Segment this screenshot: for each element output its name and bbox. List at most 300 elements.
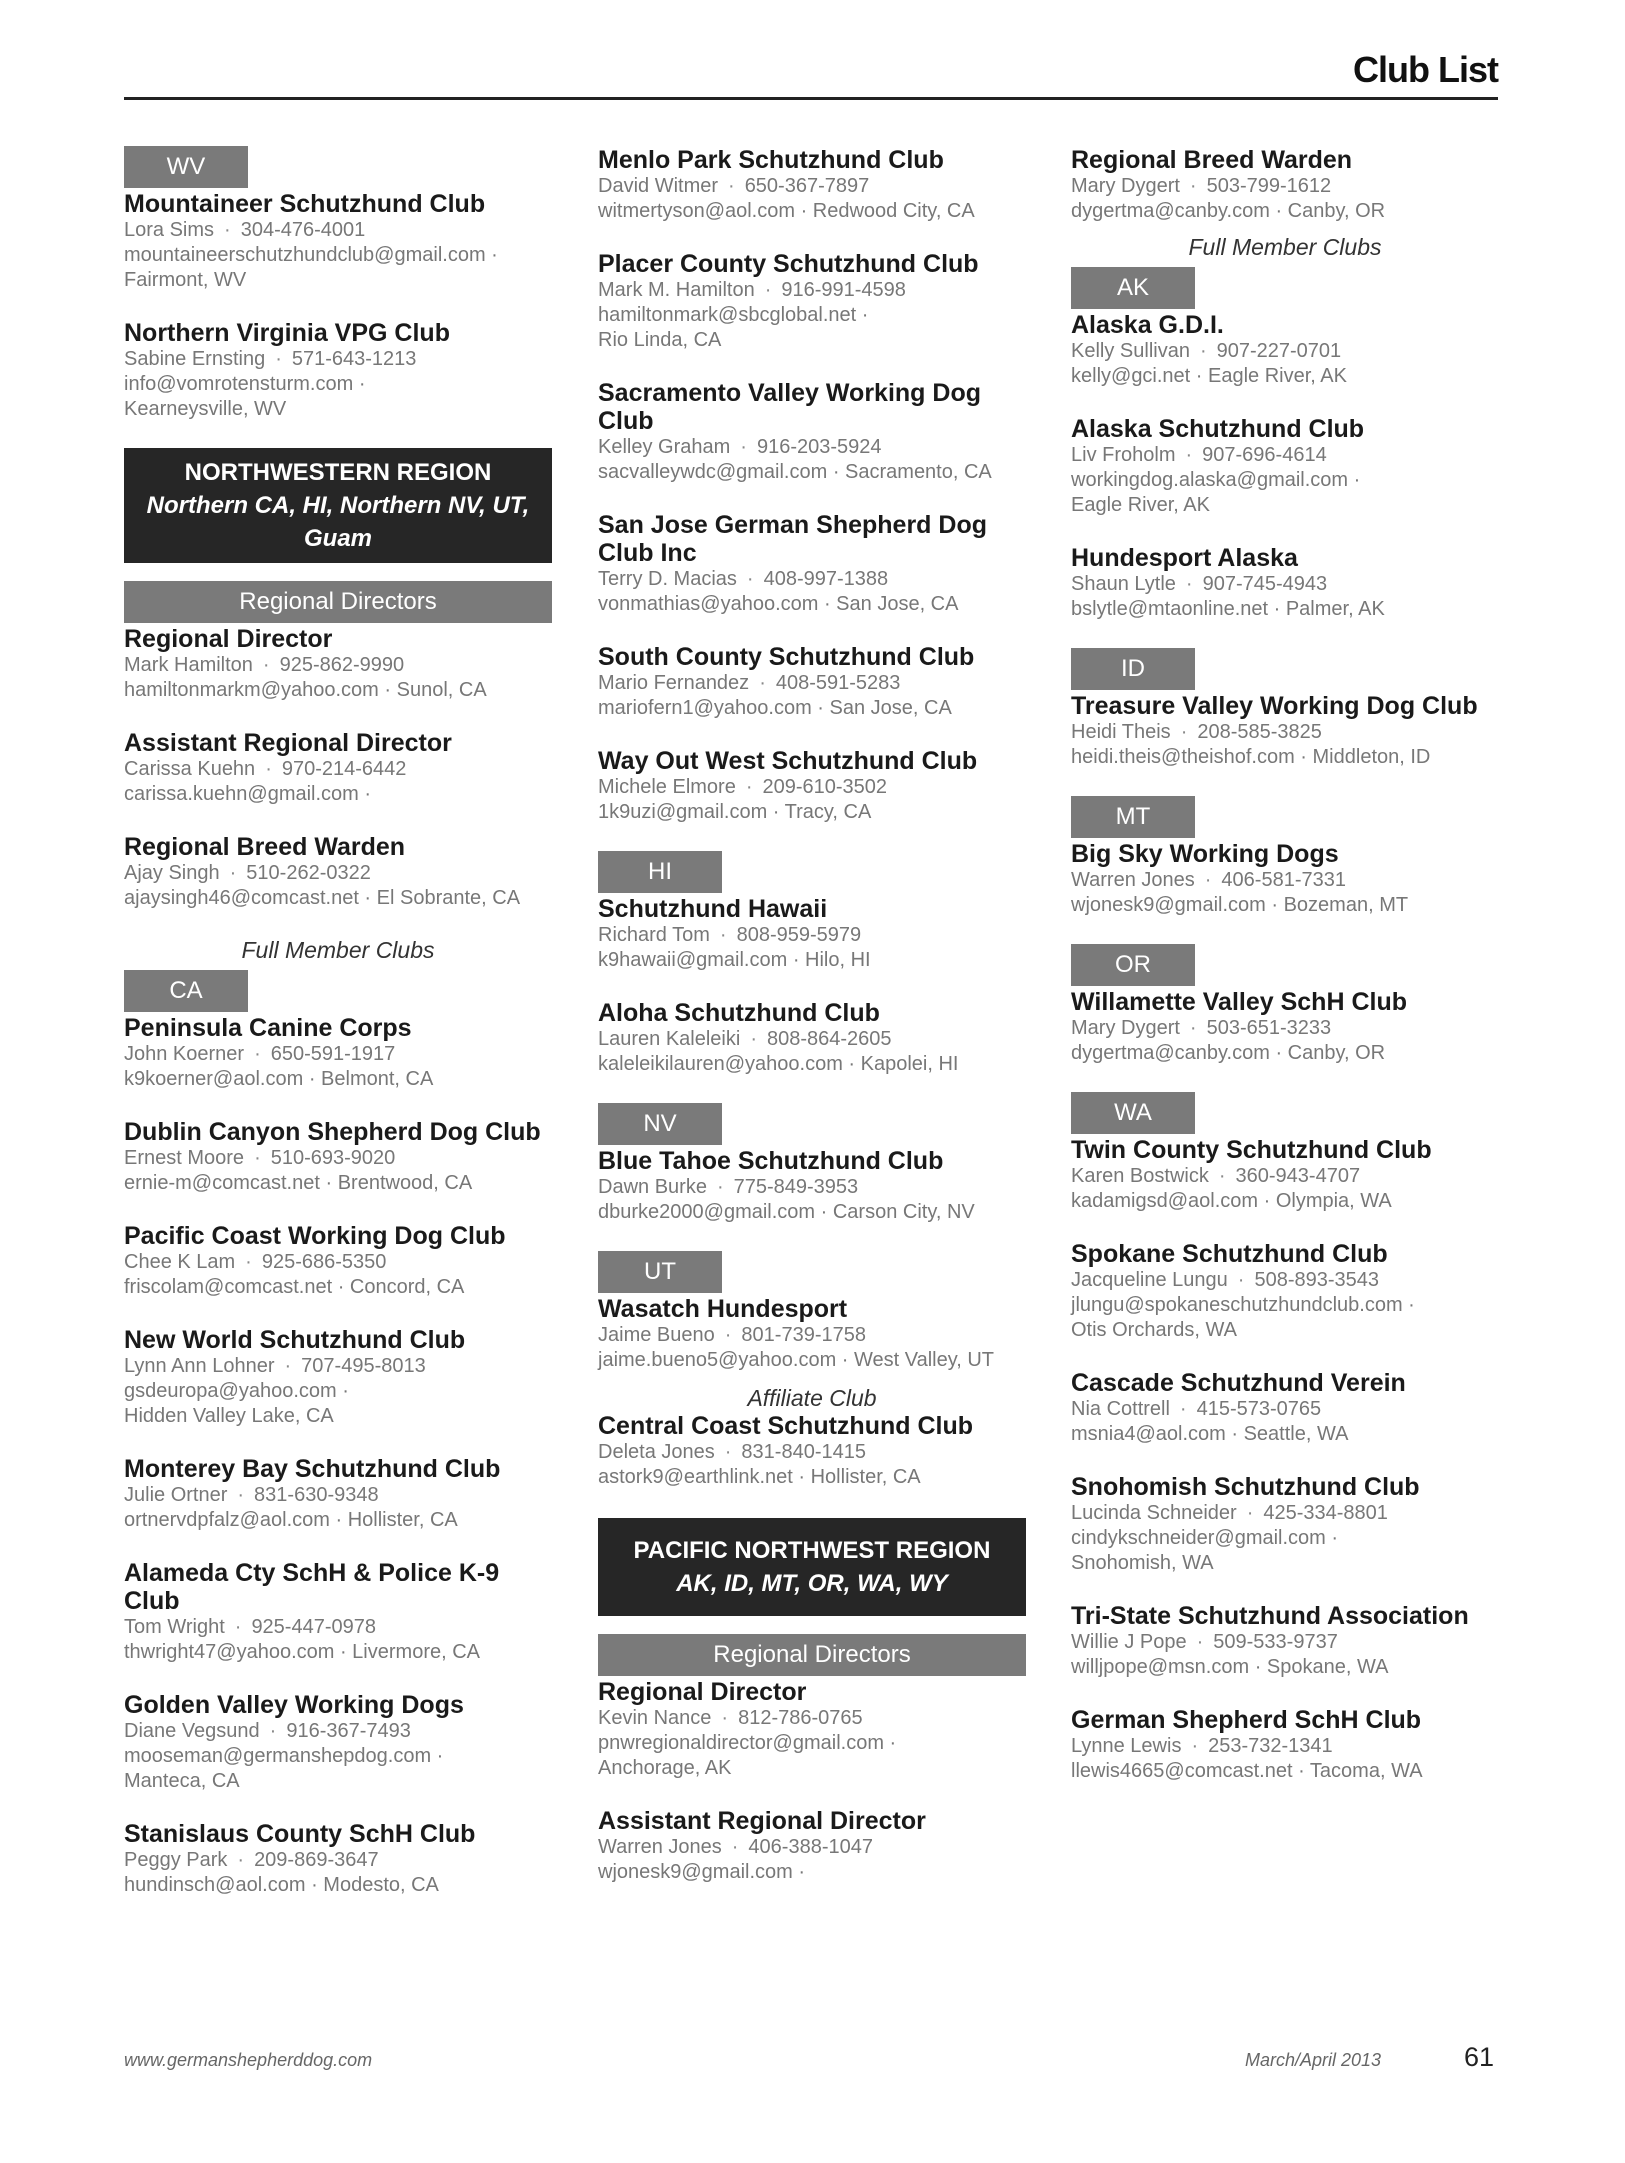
contact-name: David Witmer bbox=[598, 175, 719, 197]
separator-dot: · bbox=[750, 1028, 757, 1050]
contact-line bbox=[598, 567, 1026, 592]
contact-phone: 907-745-4943 bbox=[1202, 573, 1328, 595]
contact-phone: 916-991-4598 bbox=[781, 279, 906, 301]
contact-phone: 406-388-1047 bbox=[748, 1836, 873, 1858]
state-tag-hi: HI bbox=[598, 851, 722, 893]
entry-title: Schutzhund Hawaii bbox=[598, 895, 828, 923]
separator-dot: · bbox=[740, 436, 747, 458]
separator-dot: · bbox=[1180, 721, 1188, 743]
contact-line bbox=[124, 757, 552, 782]
entry-title: Golden Valley Working Dogs bbox=[124, 1691, 464, 1719]
contact-email-line: dburke2000@gmail.com · Carson City, NV bbox=[598, 1201, 975, 1223]
club-entry bbox=[124, 833, 552, 911]
region-name: NORTHWESTERN REGION bbox=[184, 459, 492, 486]
entry-title: German Shepherd SchH Club bbox=[1071, 1706, 1422, 1734]
contact-email-line: 1k9uzi@gmail.com · Tracy, CA bbox=[598, 801, 872, 823]
state-tag-wa: WA bbox=[1071, 1092, 1195, 1134]
club-entry bbox=[124, 1222, 552, 1300]
contact-phone: 503-651-3233 bbox=[1206, 1017, 1332, 1039]
page-number: 61 bbox=[1464, 2042, 1495, 2072]
entry-title: Hundesport Alaska bbox=[1071, 544, 1298, 572]
club-entry bbox=[1071, 146, 1499, 224]
entries-directors-pnw bbox=[598, 1678, 1026, 1885]
contact-line bbox=[1071, 1734, 1499, 1759]
contact-name: Jaime Bueno bbox=[598, 1324, 715, 1346]
separator-dot: · bbox=[728, 175, 735, 197]
entries-id bbox=[1071, 692, 1499, 770]
separator-dot: · bbox=[245, 1251, 252, 1273]
entry-title: Blue Tahoe Schutzhund Club bbox=[598, 1147, 944, 1175]
contact-name: Lucinda Schneider bbox=[1071, 1502, 1237, 1524]
club-entry bbox=[124, 1820, 552, 1898]
contact-name: Willie J Pope bbox=[1071, 1631, 1187, 1653]
contact-line bbox=[1071, 443, 1499, 468]
contact-name: Dawn Burke bbox=[598, 1176, 707, 1198]
contact-email-line: jlungu@spokaneschutzhundclub.com · bbox=[1071, 1294, 1415, 1316]
contact-phone: 304-476-4001 bbox=[240, 219, 366, 241]
contact-phone: 510-693-9020 bbox=[270, 1147, 396, 1169]
contact-location-line: Eagle River, AK bbox=[1071, 494, 1210, 516]
separator-dot: · bbox=[229, 862, 237, 884]
state-tag-ak: AK bbox=[1071, 267, 1195, 309]
separator-dot: · bbox=[1246, 1502, 1254, 1524]
club-entry bbox=[124, 190, 552, 293]
contact-location-line: Anchorage, AK bbox=[598, 1757, 732, 1779]
entry-title: Dublin Canyon Shepherd Dog Club bbox=[124, 1118, 541, 1146]
region-subtitle: Northern CA, HI, Northern NV, UT, Guam bbox=[146, 492, 530, 552]
entry-title: Mountaineer Schutzhund Club bbox=[124, 190, 486, 218]
separator-dot: · bbox=[237, 1849, 245, 1871]
entry-title: Monterey Bay Schutzhund Club bbox=[124, 1455, 501, 1483]
entries-wv bbox=[124, 190, 552, 422]
contact-line bbox=[598, 923, 1026, 948]
separator-dot: · bbox=[237, 1484, 245, 1506]
club-entry bbox=[598, 643, 1026, 721]
contact-name: Kelley Graham bbox=[598, 436, 731, 458]
contact-line bbox=[124, 653, 552, 678]
contact-email-line: k9koerner@aol.com · Belmont, CA bbox=[124, 1068, 434, 1090]
club-entry bbox=[1071, 415, 1499, 518]
contact-phone: 509-533-9737 bbox=[1213, 1631, 1338, 1653]
contact-email-line: cindykschneider@gmail.com · bbox=[1071, 1527, 1339, 1549]
entry-title: South County Schutzhund Club bbox=[598, 643, 975, 671]
state-tag-id: ID bbox=[1071, 648, 1195, 690]
contact-name: Lynn Ann Lohner bbox=[124, 1355, 275, 1377]
separator-dot: · bbox=[224, 219, 231, 241]
contact-phone: 808-864-2605 bbox=[767, 1028, 892, 1050]
club-entry bbox=[598, 379, 1026, 485]
contact-email-line: friscolam@comcast.net · Concord, CA bbox=[124, 1276, 465, 1298]
contact-email-line: carissa.kuehn@gmail.com · bbox=[124, 783, 372, 805]
state-tag-ut: UT bbox=[598, 1251, 722, 1293]
contact-email-line: msnia4@aol.com · Seattle, WA bbox=[1071, 1423, 1349, 1445]
entry-title: Cascade Schutzhund Verein bbox=[1071, 1369, 1406, 1397]
contact-name: Mary Dygert bbox=[1071, 1017, 1180, 1039]
contact-phone: 650-591-1917 bbox=[270, 1043, 396, 1065]
club-entry bbox=[598, 1295, 1026, 1373]
contact-email-line: dygertma@canby.com · Canby, OR bbox=[1071, 200, 1386, 222]
entry-title: Tri-State Schutzhund Association bbox=[1071, 1602, 1469, 1630]
contact-phone: 916-203-5924 bbox=[756, 436, 882, 458]
contact-location-line: Hidden Valley Lake, CA bbox=[124, 1405, 334, 1427]
entry-title: Alameda Cty SchH & Police K-9 Club bbox=[124, 1559, 500, 1615]
separator-dot: · bbox=[1218, 1165, 1226, 1187]
contact-phone: 360-943-4707 bbox=[1235, 1165, 1361, 1187]
state-tag-mt: MT bbox=[1071, 796, 1195, 838]
contact-name: Deleta Jones bbox=[598, 1441, 715, 1463]
footer-date: March/April 2013 bbox=[1245, 2050, 1382, 2070]
contact-phone: 408-591-5283 bbox=[775, 672, 901, 694]
contact-name: Nia Cottrell bbox=[1071, 1398, 1170, 1420]
contact-email-line: mountaineerschutzhundclub@gmail.com · bbox=[124, 244, 498, 266]
separator-dot: · bbox=[284, 1355, 292, 1377]
entry-title: Menlo Park Schutzhund Club bbox=[598, 146, 944, 174]
club-entry bbox=[598, 250, 1026, 353]
club-entry bbox=[124, 1559, 552, 1665]
contact-email-line: astork9@earthlink.net · Hollister, CA bbox=[598, 1466, 921, 1488]
contact-line bbox=[124, 1042, 552, 1067]
club-entry bbox=[1071, 1706, 1499, 1784]
contact-name: Terry D. Macias bbox=[598, 568, 737, 590]
contact-name: Ernest Moore bbox=[124, 1147, 245, 1169]
contact-location-line: Manteca, CA bbox=[124, 1770, 240, 1792]
contact-name: Kevin Nance bbox=[598, 1707, 712, 1729]
club-entry bbox=[598, 146, 1026, 224]
column-1 bbox=[124, 146, 552, 1924]
entries-nv bbox=[598, 1147, 1026, 1225]
separator-dot: · bbox=[724, 1324, 732, 1346]
entry-title: Wasatch Hundesport bbox=[598, 1295, 848, 1323]
separator-dot: · bbox=[275, 348, 282, 370]
column-2 bbox=[598, 146, 1026, 1911]
contact-line bbox=[598, 174, 1026, 199]
contact-line bbox=[598, 1323, 1026, 1348]
contact-email-line: wjonesk9@gmail.com · bbox=[598, 1861, 806, 1883]
separator-dot: · bbox=[759, 672, 766, 694]
contact-name: Julie Ortner bbox=[124, 1484, 228, 1506]
separator-dot: · bbox=[1204, 869, 1212, 891]
entry-title: Snohomish Schutzhund Club bbox=[1071, 1473, 1420, 1501]
state-tag-ca: CA bbox=[124, 970, 248, 1012]
contact-phone: 208-585-3825 bbox=[1197, 721, 1322, 743]
contact-phone: 406-581-7331 bbox=[1221, 869, 1346, 891]
contact-line bbox=[598, 671, 1026, 696]
contact-name: Lora Sims bbox=[124, 219, 215, 241]
contact-line bbox=[1071, 1016, 1499, 1041]
contact-line bbox=[598, 775, 1026, 800]
separator-dot: · bbox=[719, 924, 727, 946]
club-entry bbox=[124, 1118, 552, 1196]
separator-dot: · bbox=[1185, 573, 1193, 595]
club-entry bbox=[1071, 1240, 1499, 1343]
contact-email-line: ernie-m@comcast.net · Brentwood, CA bbox=[124, 1172, 473, 1194]
contact-line bbox=[124, 1483, 552, 1508]
contact-email-line: hamiltonmark@sbcglobal.net · bbox=[598, 304, 869, 326]
contact-line bbox=[1071, 1268, 1499, 1293]
contact-name: Jacqueline Lungu bbox=[1071, 1269, 1228, 1291]
full-member-clubs-label: Full Member Clubs bbox=[1188, 234, 1382, 260]
entry-title: Alaska G.D.I. bbox=[1071, 311, 1224, 339]
club-entry bbox=[1071, 692, 1499, 770]
contact-phone: 925-686-5350 bbox=[261, 1251, 387, 1273]
contact-line bbox=[1071, 720, 1499, 745]
club-entry bbox=[124, 1691, 552, 1794]
club-entry bbox=[1071, 1369, 1499, 1447]
separator-dot: · bbox=[721, 1707, 729, 1729]
separator-dot: · bbox=[745, 776, 753, 798]
contact-line bbox=[124, 1848, 552, 1873]
contact-location-line: Fairmont, WV bbox=[124, 269, 247, 291]
club-entry bbox=[1071, 311, 1499, 389]
contact-line bbox=[598, 1027, 1026, 1052]
separator-dot: · bbox=[746, 568, 754, 590]
contact-name: Lauren Kaleleiki bbox=[598, 1028, 741, 1050]
contact-line bbox=[124, 218, 552, 243]
page-title: Club List bbox=[1353, 49, 1498, 90]
separator-dot: · bbox=[731, 1836, 739, 1858]
contact-line bbox=[598, 435, 1026, 460]
contact-name: Kelly Sullivan bbox=[1071, 340, 1190, 362]
contact-line bbox=[1071, 339, 1499, 364]
contact-name: Mark Hamilton bbox=[124, 654, 253, 676]
club-entry bbox=[598, 511, 1026, 617]
club-entry bbox=[124, 729, 552, 807]
contact-email-line: heidi.theis@theishof.com · Middleton, ID bbox=[1071, 746, 1431, 768]
contact-email-line: mariofern1@yahoo.com · San Jose, CA bbox=[598, 697, 952, 719]
contact-phone: 812-786-0765 bbox=[738, 1707, 863, 1729]
contact-email-line: hamiltonmarkm@yahoo.com · Sunol, CA bbox=[124, 679, 487, 701]
contact-phone: 925-862-9990 bbox=[279, 654, 405, 676]
contact-phone: 707-495-8013 bbox=[301, 1355, 426, 1377]
contact-line bbox=[598, 1440, 1026, 1465]
state-tag-wv: WV bbox=[124, 146, 248, 188]
entry-title: Pacific Coast Working Dog Club bbox=[124, 1222, 506, 1250]
state-tag-nv: NV bbox=[598, 1103, 722, 1145]
contact-phone: 808-959-5979 bbox=[736, 924, 862, 946]
entries-mt bbox=[1071, 840, 1499, 918]
contact-email-line: llewis4665@comcast.net · Tacoma, WA bbox=[1071, 1760, 1423, 1782]
entries-ak bbox=[1071, 311, 1499, 622]
contact-name: Diane Vegsund bbox=[124, 1720, 260, 1742]
entry-title: Willamette Valley SchH Club bbox=[1071, 988, 1407, 1016]
separator-dot: · bbox=[1191, 1735, 1199, 1757]
entry-title: Way Out West Schutzhund Club bbox=[598, 747, 978, 775]
separator-dot: · bbox=[234, 1616, 242, 1638]
region-name: PACIFIC NORTHWEST REGION bbox=[633, 1537, 991, 1564]
entry-title: Central Coast Schutzhund Club bbox=[598, 1412, 973, 1440]
region-subtitle: AK, ID, MT, OR, WA, WY bbox=[676, 1570, 948, 1597]
club-entry bbox=[1071, 840, 1499, 918]
separator-dot: · bbox=[1189, 175, 1197, 197]
contact-email-line: kaleleikilauren@yahoo.com · Kapolei, HI bbox=[598, 1053, 959, 1075]
contact-name: Tom Wright bbox=[124, 1616, 225, 1638]
contact-phone: 775-849-3953 bbox=[733, 1176, 859, 1198]
entry-title: Alaska Schutzhund Club bbox=[1071, 415, 1365, 443]
club-entry bbox=[124, 1326, 552, 1429]
contact-email-line: vonmathias@yahoo.com · San Jose, CA bbox=[598, 593, 959, 615]
contact-email-line: kadamigsd@aol.com · Olympia, WA bbox=[1071, 1190, 1392, 1212]
entry-title: Spokane Schutzhund Club bbox=[1071, 1240, 1388, 1268]
state-tag-or: OR bbox=[1071, 944, 1195, 986]
entry-title: Stanislaus County SchH Club bbox=[124, 1820, 476, 1848]
contact-name: Liv Froholm bbox=[1071, 444, 1176, 466]
entry-title: Regional Director bbox=[598, 1678, 807, 1706]
club-entry bbox=[598, 1147, 1026, 1225]
contact-phone: 571-643-1213 bbox=[291, 348, 417, 370]
contact-phone: 907-227-0701 bbox=[1216, 340, 1342, 362]
separator-dot: · bbox=[1199, 340, 1207, 362]
contact-phone: 253-732-1341 bbox=[1208, 1735, 1333, 1757]
separator-dot: · bbox=[262, 654, 270, 676]
contact-email-line: wjonesk9@gmail.com · Bozeman, MT bbox=[1071, 894, 1409, 916]
club-entry bbox=[124, 1455, 552, 1533]
contact-line bbox=[598, 278, 1026, 303]
entry-title: Northern Virginia VPG Club bbox=[124, 319, 450, 347]
contact-name: Richard Tom bbox=[598, 924, 710, 946]
club-entry bbox=[124, 319, 552, 422]
contact-phone: 907-696-4614 bbox=[1202, 444, 1327, 466]
contact-line bbox=[598, 1835, 1026, 1860]
contact-line bbox=[1071, 174, 1499, 199]
contact-line bbox=[124, 1719, 552, 1744]
contact-email-line: witmertyson@aol.com · Redwood City, CA bbox=[598, 200, 975, 222]
contact-name: Shaun Lytle bbox=[1071, 573, 1176, 595]
entries-ut bbox=[598, 1295, 1026, 1373]
contact-line bbox=[1071, 1164, 1499, 1189]
club-entry bbox=[598, 1412, 1026, 1490]
separator-dot: · bbox=[1237, 1269, 1245, 1291]
contact-line bbox=[124, 347, 552, 372]
page-header bbox=[124, 49, 1498, 100]
contact-email-line: info@vomrotensturm.com · bbox=[124, 373, 366, 395]
club-entry bbox=[1071, 1136, 1499, 1214]
contact-name: John Koerner bbox=[124, 1043, 245, 1065]
entries-wa bbox=[1071, 1136, 1499, 1784]
separator-dot: · bbox=[1196, 1631, 1204, 1653]
contact-phone: 508-893-3543 bbox=[1254, 1269, 1380, 1291]
contact-line bbox=[124, 1146, 552, 1171]
separator-dot: · bbox=[724, 1441, 732, 1463]
contact-name: Heidi Theis bbox=[1071, 721, 1171, 743]
club-entry bbox=[124, 1014, 552, 1092]
club-entry bbox=[124, 625, 552, 703]
contact-email-line: bslytle@mtaonline.net · Palmer, AK bbox=[1071, 598, 1385, 620]
contact-phone: 209-869-3647 bbox=[254, 1849, 379, 1871]
entry-title: Regional Breed Warden bbox=[1071, 146, 1353, 174]
separator-dot: · bbox=[254, 1043, 261, 1065]
full-member-clubs-label: Full Member Clubs bbox=[241, 937, 435, 963]
contact-phone: 415-573-0765 bbox=[1196, 1398, 1322, 1420]
contact-name: Karen Bostwick bbox=[1071, 1165, 1209, 1187]
affiliate-club-label: Affiliate Club bbox=[747, 1385, 877, 1411]
club-entry bbox=[598, 747, 1026, 825]
contact-name: Ajay Singh bbox=[124, 862, 220, 884]
contact-phone: 408-997-1388 bbox=[763, 568, 889, 590]
contact-line bbox=[124, 1250, 552, 1275]
entry-title: Placer County Schutzhund Club bbox=[598, 250, 979, 278]
club-entry bbox=[1071, 1473, 1499, 1576]
contact-phone: 801-739-1758 bbox=[741, 1324, 866, 1346]
entry-title: Twin County Schutzhund Club bbox=[1071, 1136, 1432, 1164]
contact-name: Michele Elmore bbox=[598, 776, 736, 798]
contact-line bbox=[1071, 1630, 1499, 1655]
contact-name: Lynne Lewis bbox=[1071, 1735, 1182, 1757]
contact-location-line: Snohomish, WA bbox=[1071, 1552, 1214, 1574]
entry-title: Assistant Regional Director bbox=[598, 1807, 926, 1835]
contact-name: Mario Fernandez bbox=[598, 672, 750, 694]
contact-email-line: pnwregionaldirector@gmail.com · bbox=[598, 1732, 897, 1754]
contact-email-line: thwright47@yahoo.com · Livermore, CA bbox=[124, 1641, 480, 1663]
contact-email-line: willjpope@msn.com · Spokane, WA bbox=[1071, 1656, 1389, 1678]
entry-title: Regional Director bbox=[124, 625, 333, 653]
entry-title: San Jose German Shepherd Dog Club Inc bbox=[598, 511, 987, 567]
contact-name: Mary Dygert bbox=[1071, 175, 1180, 197]
contact-phone: 425-334-8801 bbox=[1263, 1502, 1388, 1524]
entries-directors bbox=[124, 625, 552, 911]
entries-or bbox=[1071, 988, 1499, 1066]
contact-email-line: jaime.bueno5@yahoo.com · West Valley, UT bbox=[598, 1349, 995, 1371]
contact-line bbox=[124, 1354, 552, 1379]
club-entry bbox=[1071, 1602, 1499, 1680]
contact-line bbox=[1071, 1397, 1499, 1422]
contact-email-line: hundinsch@aol.com · Modesto, CA bbox=[124, 1874, 439, 1896]
contact-email-line: gsdeuropa@yahoo.com · bbox=[124, 1380, 349, 1402]
contact-phone: 831-840-1415 bbox=[741, 1441, 866, 1463]
contact-email-line: sacvalleywdc@gmail.com · Sacramento, CA bbox=[598, 461, 992, 483]
contact-phone: 510-262-0322 bbox=[246, 862, 371, 884]
separator-dot: · bbox=[254, 1147, 261, 1169]
contact-name: Mark M. Hamilton bbox=[598, 279, 755, 301]
contact-location-line: Rio Linda, CA bbox=[598, 329, 722, 351]
club-entry bbox=[598, 999, 1026, 1077]
contact-phone: 916-367-7493 bbox=[286, 1720, 411, 1742]
contact-phone: 209-610-3502 bbox=[762, 776, 888, 798]
contact-email-line: mooseman@germanshepdog.com · bbox=[124, 1745, 444, 1767]
entry-title: Regional Breed Warden bbox=[124, 833, 406, 861]
separator-dot: · bbox=[1189, 1017, 1197, 1039]
contact-name: Warren Jones bbox=[598, 1836, 722, 1858]
separator-dot: · bbox=[764, 279, 772, 301]
contact-phone: 503-799-1612 bbox=[1206, 175, 1332, 197]
separator-dot: · bbox=[1179, 1398, 1187, 1420]
contact-name: Carissa Kuehn bbox=[124, 758, 256, 780]
entry-title: Peninsula Canine Corps bbox=[124, 1014, 412, 1042]
entries-ca-continued bbox=[598, 146, 1026, 825]
contact-phone: 925-447-0978 bbox=[251, 1616, 376, 1638]
entry-title: Assistant Regional Director bbox=[124, 729, 452, 757]
contact-location-line: Kearneysville, WV bbox=[124, 398, 287, 420]
entry-title: Treasure Valley Working Dog Club bbox=[1071, 692, 1478, 720]
contact-location-line: Otis Orchards, WA bbox=[1071, 1319, 1237, 1341]
contact-phone: 650-367-7897 bbox=[744, 175, 870, 197]
club-entry bbox=[1071, 988, 1499, 1066]
contact-line bbox=[124, 861, 552, 886]
club-entry bbox=[598, 1678, 1026, 1781]
contact-line bbox=[124, 1615, 552, 1640]
contact-email-line: dygertma@canby.com · Canby, OR bbox=[1071, 1042, 1386, 1064]
contact-email-line: workingdog.alaska@gmail.com · bbox=[1071, 469, 1361, 491]
entries-ca bbox=[124, 1014, 552, 1898]
entry-title: Big Sky Working Dogs bbox=[1071, 840, 1339, 868]
regional-directors-bar: Regional Directors bbox=[124, 581, 552, 623]
club-entry bbox=[1071, 544, 1499, 622]
contact-name: Sabine Ernsting bbox=[124, 348, 266, 370]
contact-name: Warren Jones bbox=[1071, 869, 1195, 891]
column-3 bbox=[1071, 146, 1499, 1810]
entry-title: New World Schutzhund Club bbox=[124, 1326, 466, 1354]
separator-dot: · bbox=[716, 1176, 724, 1198]
club-entry bbox=[598, 895, 1026, 973]
